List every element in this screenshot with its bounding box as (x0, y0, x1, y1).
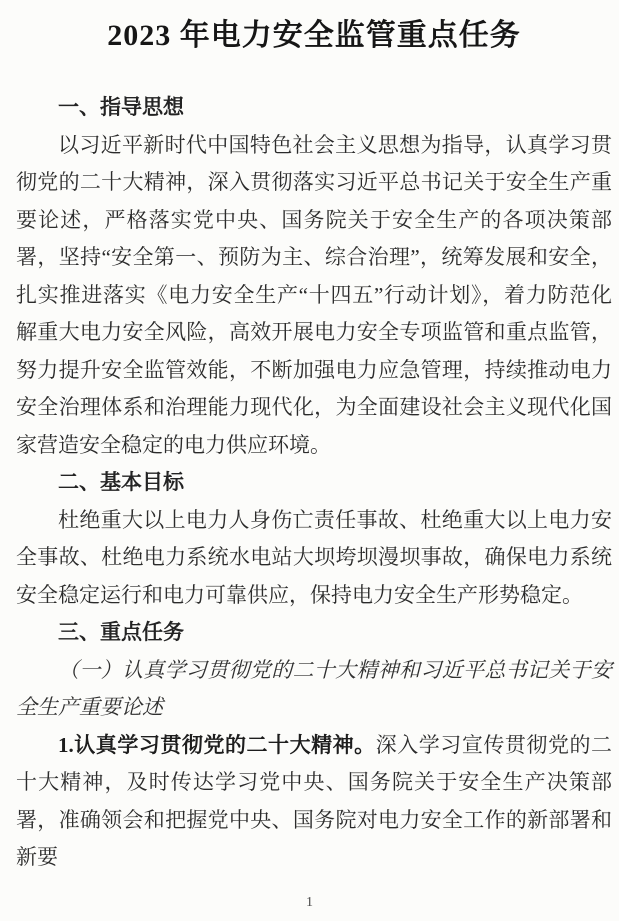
paragraph-task-1 (16, 727, 612, 877)
section-heading-key-tasks: 三、重点任务 (58, 621, 184, 644)
paragraph-basic-goals: 杜绝重大以上电力人身伤亡责任事故、杜绝重大以上电力安全事故、杜绝电力系统水电站大坝垮坝漫坝事故，确保电力系统安全稳定运行和电力可靠供应，保持电力安全生产形势稳定。 (16, 507, 612, 607)
section-heading-basic-goals: 二、基本目标 (58, 471, 184, 494)
task-1-title: 1.认真学习贯彻党的二十大精神。 (58, 732, 376, 757)
document-title: 2023 年电力安全监管重点任务 (107, 19, 521, 52)
section-heading-guiding-ideology: 一、指导思想 (58, 96, 184, 119)
paragraph-guiding-ideology: 以习近平新时代中国特色社会主义思想为指导，认真学习贯彻党的二十大精神，深入贯彻落实习近平总书记关于安全生产重要论述，严格落实党中央、国务院关于安全生产的各项决策部署，坚持“安全第一、预防为主、综合治理”，统筹发展和安全，扎实推进落实《电力安全生产“十四五”行动计划》，着力防范化解重大电力安全风险，高效开展电力安全专项监管和重点监管，努力提升安全监管效能，不断加强电力应急管理，持续推动电力安全治理体系和治理能力现代化，为全面建设社会主义现代化国家营造安全稳定的电力供应环境。 (16, 132, 612, 457)
document-body (16, 89, 612, 877)
task-1-body: 深入学习宣传贯彻党的二十大精神，及时传达学习党中央、国务院关于安全生产决策部署，准确领会和把握党中央、国务院对电力安全工作的新部署和新要 (16, 732, 613, 869)
page-number: 1 (306, 895, 313, 910)
subsection-heading-study-party-congress: （一）认真学习贯彻党的二十大精神和习近平总书记关于安全生产重要论述 (16, 657, 612, 719)
